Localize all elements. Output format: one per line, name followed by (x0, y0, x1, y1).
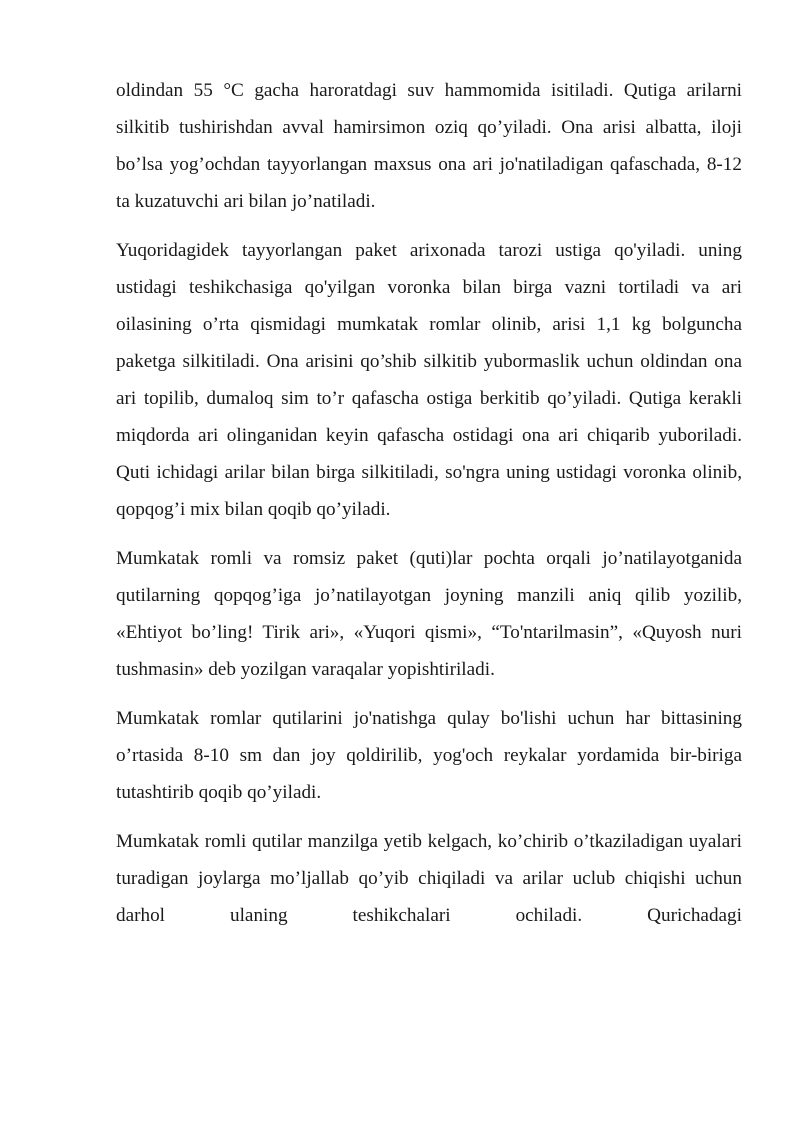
paragraph: oldindan 55 °C gacha haroratdagi suv hammomida isitiladi. Qutiga arilarni silkitib tushirishdan avval hamirsimon oziq qo’yiladi. Ona arisi albatta, iloji bo’lsa yog’ochdan tayyorlangan maxsus ona ari jo'natiladigan qafaschada, 8-12 ta kuzatuvchi ari bilan jo’natiladi. (116, 80, 742, 212)
paragraph: Yuqoridagidek tayyorlangan paket arixonada tarozi ustiga qo'yiladi. uning ustidagi teshikchasiga qo'yilgan voronka bilan birga vazni tortiladi va ari oilasining o’rta qismidagi mumkatak romlar olinib, arisi 1,1 kg bolguncha paketga silkitiladi. Ona arisini qo’shib silkitib yubormaslik uchun oldindan ona ari topilib, dumaloq sim to’r qafascha ostiga berkitib qo’yiladi. Qutiga kerakli miqdorda ari olinganidan keyin qafascha ostidagi ona ari chiqarib yuboriladi. Quti ichidagi arilar bilan birga silkitiladi, so'ngra uning ustidagi voronka olinib, qopqog’i mix bilan qoqib qo’yiladi. (116, 240, 742, 520)
document-page (116, 72, 742, 946)
paragraph: Mumkatak romli va romsiz paket (quti)lar pochta orqali jo’natilayotganida qutilarning qopqog’iga jo’natilayotgan joyning manzili aniq qilib yozilib, «Ehtiyot bo’ling! Tirik ari», «Yuqori qismi», “To'ntarilmasin”, «Quyosh nuri tushmasin» deb yozilgan varaqalar yopishtiriladi. (116, 548, 742, 680)
paragraph: Mumkatak romli qutilar manzilga yetib kelgach, ko’chirib o’tkaziladigan uyalari turadigan joylarga mo’ljallab qo’yib chiqiladi va arilar uclub chiqishi uchun darhol ulaning teshikchalari ochiladi. Qurichadagi (116, 831, 742, 926)
paragraph: Mumkatak romlar qutilarini jo'natishga qulay bo'lishi uchun har bittasining o’rtasida 8-10 sm dan joy qoldirilib, yog'och reykalar yordamida bir-biriga tutashtirib qoqib qo’yiladi. (116, 708, 742, 803)
